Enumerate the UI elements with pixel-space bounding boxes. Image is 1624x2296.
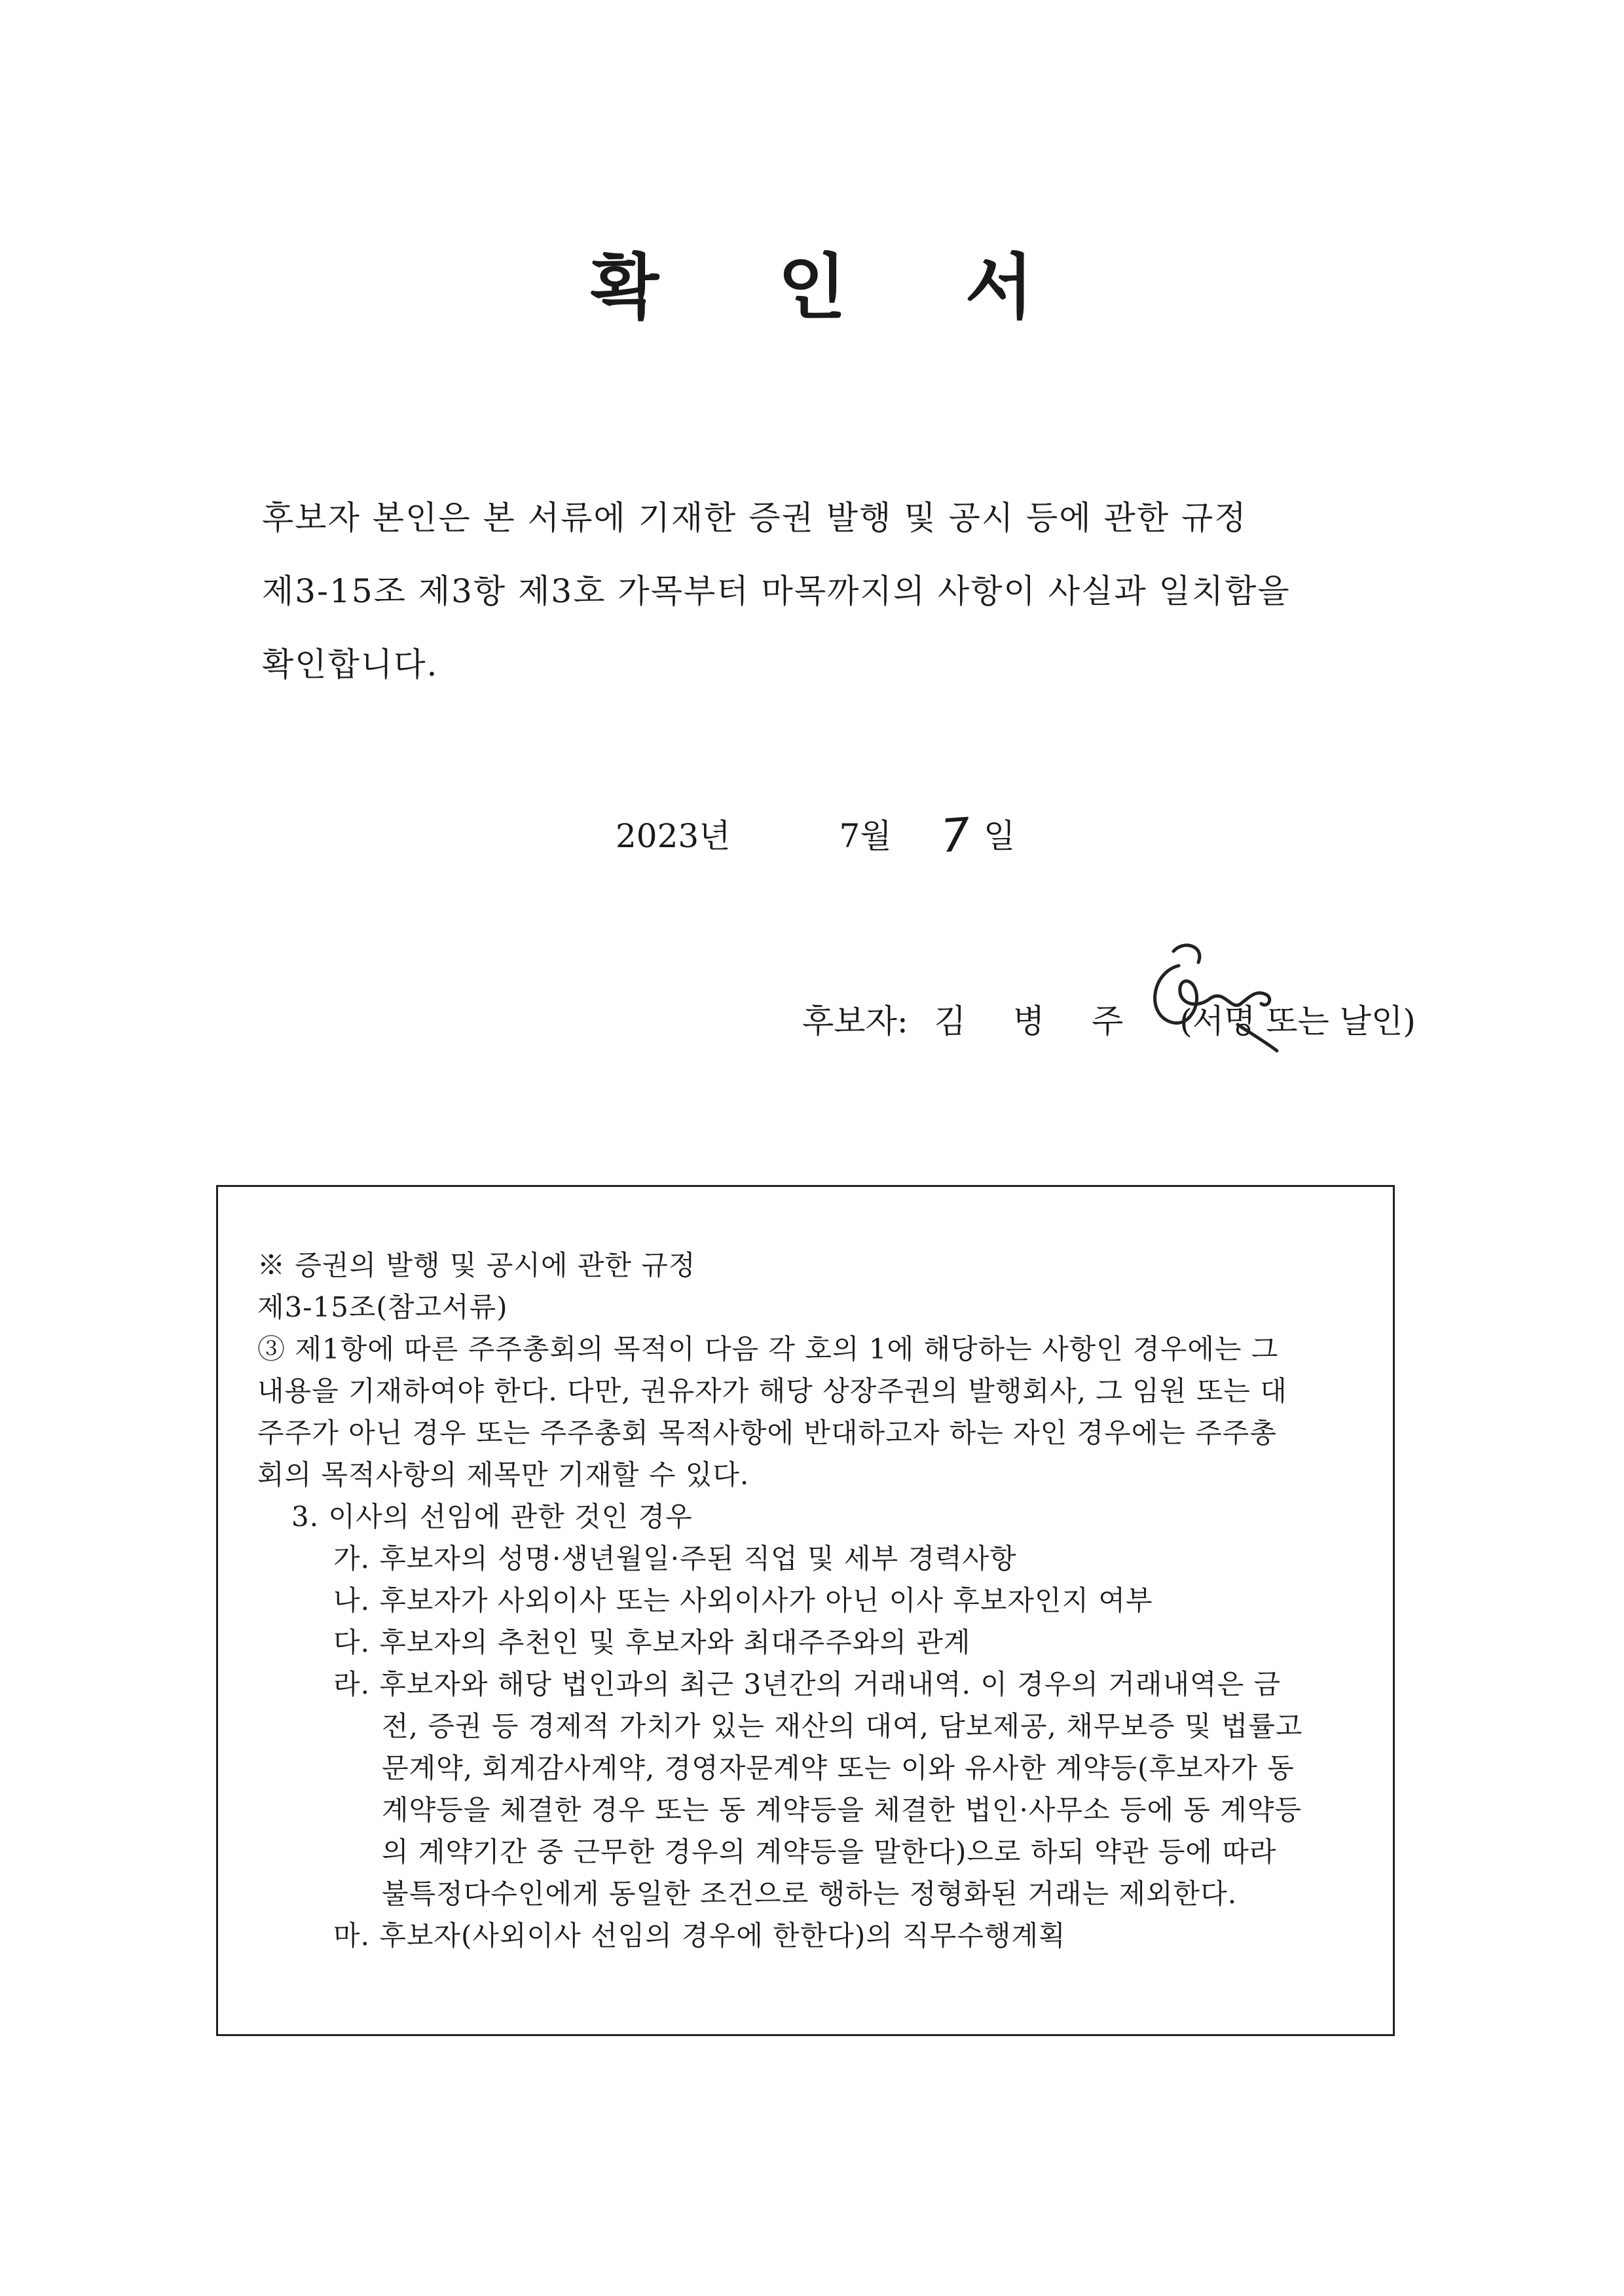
clause-line: ③ 제1항에 따른 주주총회의 목적이 다음 각 호의 1에 해당하는 사항인 경우에는 그 xyxy=(257,1333,1279,1365)
sub-item-d-cont: 의 계약기간 중 근무한 경우의 계약등을 말한다)으로 하되 약관 등에 따라 xyxy=(382,1836,1277,1868)
statement-line: 제3-15조 제3항 제3호 가목부터 마목까지의 사항이 사실과 일치함을 xyxy=(262,572,1291,610)
statement-line: 후보자 본인은 본 서류에 기재한 증권 발행 및 공시 등에 관한 규정 xyxy=(262,499,1247,537)
clause-line: 내용을 기재하여야 한다. 다만, 권유자가 해당 상장주권의 발행회사, 그 임원 또는 대 xyxy=(257,1375,1287,1407)
candidate-row xyxy=(802,1002,1416,1040)
sub-item-d-cont: 계약등을 체결한 경우 또는 동 계약등을 체결한 법인·사무소 등에 동 계약등 xyxy=(382,1794,1302,1826)
sub-item-c: 다. 후보자의 추천인 및 후보자와 최대주주와의 관계 xyxy=(333,1626,971,1658)
date-year: 2023년 xyxy=(616,817,731,855)
candidate-label: 후보자: xyxy=(802,1002,908,1040)
sub-item-d: 라. 후보자와 해당 법인과의 최근 3년간의 거래내역. 이 경우의 거래내역은 금 xyxy=(333,1668,1282,1700)
clause-line: 회의 목적사항의 제목만 기재할 수 있다. xyxy=(257,1459,750,1491)
sub-item-d-cont: 전, 증권 등 경제적 가치가 있는 재산의 대여, 담보제공, 채무보증 및 법률고 xyxy=(382,1710,1303,1742)
sub-item-e: 마. 후보자(사외이사 선임의 경우에 한한다)의 직무수행계획 xyxy=(333,1920,1066,1952)
date-day-handwritten: 7 xyxy=(939,807,972,864)
page-title: 확 인 서 xyxy=(590,246,1081,329)
confirmation-statement xyxy=(262,481,1375,701)
candidate-name: 김 병 주 xyxy=(934,1002,1142,1040)
sub-item-b: 나. 후보자가 사외이사 또는 사외이사가 아닌 이사 후보자인지 여부 xyxy=(333,1584,1153,1616)
handwritten-signature xyxy=(1133,926,1290,1057)
signature-stroke-loop xyxy=(1155,966,1210,1023)
sub-item-d-cont: 불특정다수인에게 동일한 조건으로 행하는 정형화된 거래는 제외한다. xyxy=(382,1878,1238,1910)
reference-article: 제3-15조(참고서류) xyxy=(257,1291,508,1323)
date-row xyxy=(616,807,1016,864)
signature-note: (서명 또는 날인) xyxy=(1179,1002,1416,1040)
reference-heading: ※ 증권의 발행 및 공시에 관한 규정 xyxy=(257,1249,696,1281)
signature-stroke-hook xyxy=(1173,945,1200,962)
sub-item-d-cont: 문계약, 회계감사계약, 경영자문계약 또는 이와 유사한 계약등(후보자가 동 xyxy=(382,1752,1295,1784)
reference-box xyxy=(216,1185,1395,2036)
clause-line: 주주가 아닌 경우 또는 주주총회 목적사항에 반대하고자 하는 자인 경우에는 주주총 xyxy=(257,1417,1277,1449)
statement-line: 확인합니다. xyxy=(262,646,439,683)
signature-stroke-tail xyxy=(1210,993,1277,1051)
date-day-suffix: 일 xyxy=(983,817,1016,855)
item-3: 3. 이사의 선임에 관한 것인 경우 xyxy=(291,1501,693,1533)
sub-item-a: 가. 후보자의 성명·생년월일·주된 직업 및 세부 경력사항 xyxy=(333,1542,1017,1575)
date-month: 7월 xyxy=(839,817,892,855)
